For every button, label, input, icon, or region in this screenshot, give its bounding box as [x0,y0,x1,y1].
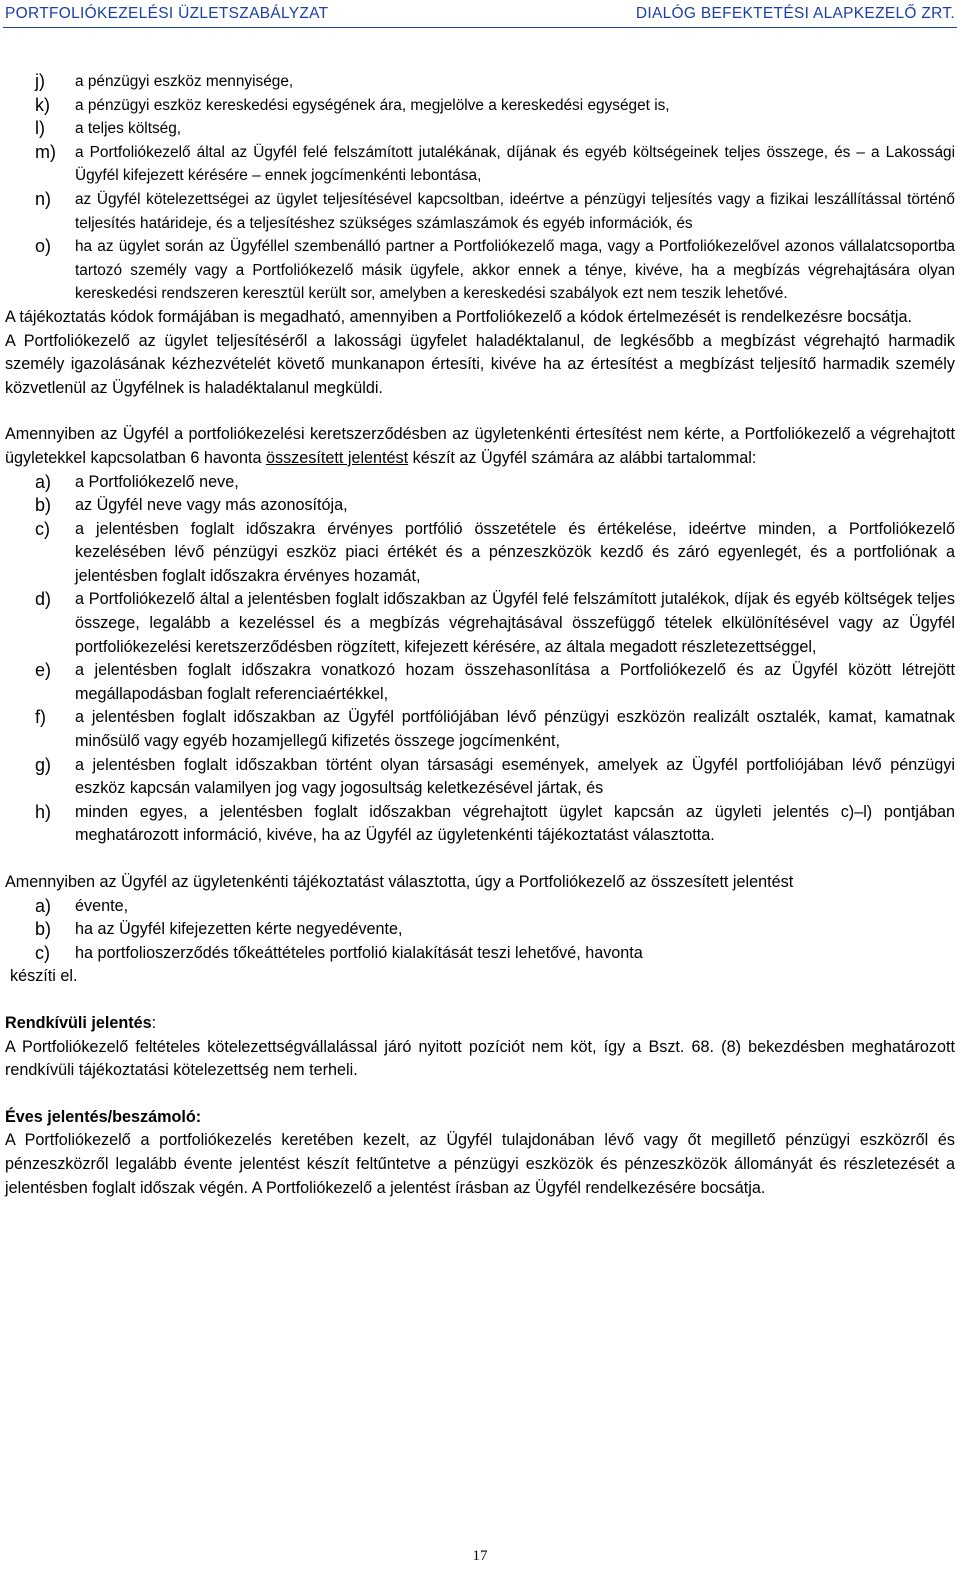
paragraph-frequency-end: készíti el. [10,967,78,986]
list-item [5,588,955,659]
extraordinary-colon: : [151,1013,157,1032]
extraordinary-heading: Rendkívüli jelentés [5,1013,152,1032]
list-item [5,754,955,801]
paragraph-frequency: Amennyiben az Ügyfél az ügyletenkénti tájékoztatást választotta, úgy a Portfoliókezelő az összesített jelentést [5,873,794,891]
spacer [5,1083,955,1106]
list-item-label: k) [35,94,50,115]
list-item-text: a pénzügyi eszköz kereskedési egységének ára, megjelölve a kereskedési egységet is, [75,96,670,114]
list-item-text: évente, [75,896,129,915]
report-contents-list [5,70,955,306]
list-item-label: c) [35,942,50,963]
list-item-text: minden egyes, a jelentésben foglalt időszakban végrehajtott ügylet kapcsán az ügyleti jelentés c)–l) pontjában meghatározott információ, kivéve, ha az Ügyfél az ügyletenkénti tájékoztatást választotta. [75,802,955,845]
list-item [5,117,955,141]
list-item-label: d) [35,589,52,610]
document-body [5,70,955,1200]
paragraph-notification: A Portfoliókezelő az ügylet teljesítéséről a lakossági ügyfelet haladéktalanul, de legkésőbb a megbízást végrehajtó harmadik személy igazolásának kézhezvételét követő munkanapon értesíti, kivéve ha az értesítést a megbízást teljesítő harmadik személy közvetlenül az Ügyfélnek is haladéktalanul megküldi. [5,331,955,397]
spacer [5,989,955,1012]
list-item-text: ha az Ügyfél kifejezetten kérte negyedévente, [75,920,403,939]
list-item-text: a Portfoliókezelő által a jelentésben foglalt időszakban az Ügyfél felé felszámított jutalékok, díjak és egyéb költségek teljes összege, legalább a kezeléssel és a megbízás végrehajtásával összefüggő tételek elkülönítésével vagy az Ügyfél portfoliókezelési keretszerződésben rögzített, kifejezett kérésére, az általa megadott részletezettséggel, [75,590,955,656]
list-item-label: m) [35,141,56,162]
list-item-label: l) [35,118,45,139]
summary-report-list [5,471,955,849]
list-item-text: a Portfoliókezelő neve, [75,472,239,491]
list-item [5,706,955,753]
list-item-label: b) [35,919,52,940]
list-item [5,70,955,94]
list-item-text: az Ügyfél neve vagy más azonosítója, [75,496,348,515]
list-item [5,141,955,188]
list-item-text: a jelentésben foglalt időszakban az Ügyfél portfóliójában lévő pénzügyi eszközön realizált osztalék, kamat, kamatnak minősülő vagy egyéb hozamjellegű kifizetés összege jogcímenként, [75,708,955,751]
spacer [5,848,955,871]
section-annual-text: A Portfoliókezelő a portfoliókezelés keretében kezelt, az Ügyfél tulajdonában lévő vagy őt megillető pénzügyi eszközről és pénzeszközről legalább évente jelentést készít feltűntetve a pénzügyi eszközök és pénzeszközök állományát és részletezését a jelentésben foglalt időszak végén. A Portfoliókezelő a jelentést írásban az Ügyfél rendelkezésére bocsátja. [5,1131,955,1197]
list-item [5,235,955,306]
header-right-title: DIALÓG BEFEKTETÉSI ALAPKEZELŐ ZRT. [635,5,955,22]
page-header [5,2,955,26]
list-item [5,94,955,118]
section-extraordinary-text: A Portfoliókezelő feltételes kötelezettségvállalással járó nyitott pozíciót nem köt, így a Bszt. 68. (8) bekezdésben meghatározott rendkívüli tájékoztatási kötelezettség nem terheli. [5,1037,955,1080]
list-item-label: o) [35,236,52,257]
paragraph-codes: A tájékoztatás kódok formájában is megadható, amennyiben a Portfoliókezelő a kódok értelmezését is rendelkezésre bocsátja. [5,307,913,326]
header-rule [3,27,957,28]
list-item-text: a jelentésben foglalt időszakra vonatkozó hozam összehasonlítása a Portfoliókezelő és az Ügyfél között létrejött megállapodásban foglalt referenciaértékkel, [75,661,955,703]
list-item [5,659,955,706]
summary-text-after: készít az Ügyfél számára az alábbi tartalommal: [408,448,757,467]
section-annual-title: Éves jelentés/beszámoló: [5,1107,202,1126]
list-item-label: n) [35,188,52,209]
list-item [5,942,955,966]
list-item-text: ha portfolioszerződés tőkeáttételes portfolió kialakítását teszi lehetővé, havonta [75,943,643,962]
section-extraordinary-title [5,1012,955,1036]
list-item-label: j) [35,71,45,91]
list-item [5,518,955,589]
frequency-list [5,895,955,966]
list-item-text: ha az ügylet során az Ügyféllel szembenálló partner a Portfoliókezelő maga, vagy a Portfoliókezelővel azonos vállalatcsoportba tartozó személy vagy a Portfoliókezelő másik ügyfele, akkor ennek a ténye, kivéve, ha a megbízás végrehajtására olyan kereskedési rendszeren keresztül került sor, amelyben a kereskedési szabályok ezt nem teszik lehetővé. [75,238,955,303]
spacer [5,400,955,423]
list-item-label: h) [35,801,52,822]
list-item-text: a jelentésben foglalt időszakban történt olyan társasági események, amelyek az Ügyfél portfoliójában lévő pénzügyi eszköz kapcsán valamilyen jog vagy jogosultság keletkezésével jártak, és [75,755,955,798]
summary-text-before: Amennyiben az Ügyfél a portfoliókezelési keretszerződésben az ügyletenkénti értesítést nem kérte, a Portfoliókezelő a végrehajtott ügyletekkel kapcsolatban 6 havonta [5,425,955,467]
page-number: 17 [472,1548,488,1564]
list-item [5,801,955,848]
header-left-title: PORTFOLIÓKEZELÉSI ÜZLETSZABÁLYZAT [5,5,329,22]
list-item-text: a Portfoliókezelő által az Ügyfél felé felszámított jutalékának, díjának és egyéb költségeinek teljes összege, és – a Lakossági Ügyfél kifejezett kérésére – ennek jogcímenkénti lebontása, [75,143,955,185]
list-item-text: a jelentésben foglalt időszakra érvényes portfólió összetétele és értékelése, ideértve minden, a Portfoliókezelő kezelésében lévő pénzügyi eszköz piaci értékét és a pénzeszközök kezdő és záró egyenlegét, és a portfoliónak a jelentésben foglalt időszakra érvényes hozamát, [75,519,955,585]
list-item [5,494,955,518]
list-item-text: az Ügyfél kötelezettségei az ügylet teljesítésével kapcsoltban, ideértve a pénzügyi teljesítés vagy a fizikai leszállítással történő teljesítés határideje, és a teljesítéshez szükséges számlaszámok és egyéb információk, és [75,190,955,232]
list-item-label: g) [35,754,52,775]
list-item [5,188,955,235]
paragraph-summary-report [5,423,955,470]
list-item-label: a) [35,895,52,916]
list-item [5,895,955,919]
list-item [5,471,955,495]
summary-underlined-term: összesített jelentést [265,448,409,467]
list-item-label: c) [35,518,50,539]
list-item-text: a teljes költség, [75,120,182,138]
list-item [5,918,955,942]
list-item-text: a pénzügyi eszköz mennyisége, [75,73,294,90]
list-item-label: b) [35,495,52,516]
list-item-label: e) [35,660,52,681]
list-item-label: f) [35,707,46,728]
list-item-label: a) [35,471,52,492]
